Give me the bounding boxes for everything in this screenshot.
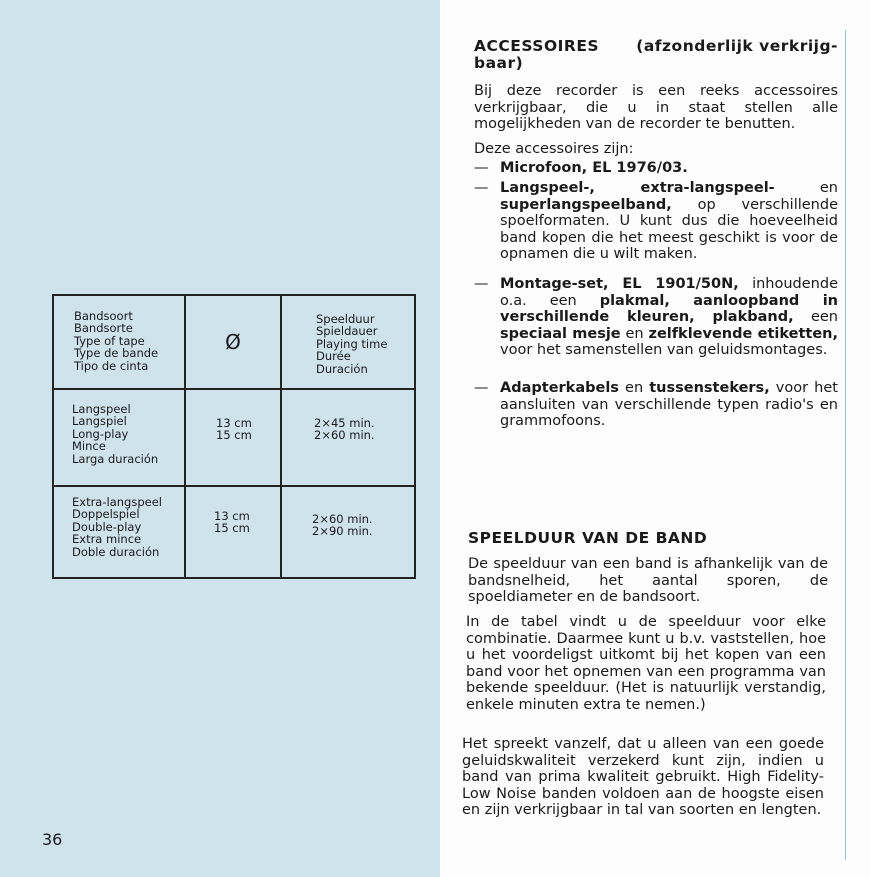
tape-table bbox=[52, 294, 416, 579]
accessories-heading: ACCESSOIRES (afzonderlijk verkrijg- baar) bbox=[474, 37, 838, 72]
table-row-diameter: 13 cm 15 cm bbox=[216, 416, 252, 443]
playing-time-heading: SPEELDUUR VAN DE BAND bbox=[468, 529, 708, 547]
accessories-list-intro: Deze accessoires zijn: bbox=[474, 141, 634, 157]
page-number: 36 bbox=[42, 830, 63, 849]
table-row-duration: 2×45 min. 2×60 min. bbox=[314, 416, 375, 443]
header-diameter: Ø bbox=[225, 330, 241, 354]
table-row-diameter: 13 cm 15 cm bbox=[214, 509, 250, 536]
dash: — bbox=[474, 180, 489, 196]
list-item: — Adapterkabels en tussenstekers, voor het aansluiten van verschillende typen radio's en grammofoons. bbox=[474, 380, 838, 430]
table-row-type: Langspeel Langspiel Long-play Mince Larga duración bbox=[72, 402, 159, 466]
dash: — bbox=[474, 160, 489, 176]
playing-time-p1: De speelduur van een band is afhankelijk van de bandsnelheid, het aantal sporen, de spoeldiameter en de bandsoort. bbox=[468, 556, 828, 606]
header-tape-type: Bandsoort Bandsorte Type of tape Type de bande Tipo de cinta bbox=[74, 309, 159, 373]
playing-time-p2: In de tabel vindt u de speelduur voor elke combinatie. Daarmee kunt u b.v. vaststellen, hoe u het voordeligst uitkomt bij het kopen van een band voor het opnemen van een programma van bekende speelduur. (Het is natuurlijk verstandig, enkele minuten extra te nemen.) bbox=[466, 614, 826, 713]
list-item: — Langspeel-, extra-langspeel- en superlangspeelband, op verschillende spoelformaten. U kunt dus die hoeveelheid band kopen die het meest geschikt is voor de opnamen die u wilt maken. bbox=[474, 180, 838, 263]
header-playing-time: Speelduur Spieldauer Playing time Durée Duración bbox=[316, 312, 388, 376]
dash: — bbox=[474, 276, 489, 292]
page-edge-line bbox=[845, 30, 846, 860]
table-row-duration: 2×60 min. 2×90 min. bbox=[312, 512, 373, 539]
dash: — bbox=[474, 380, 489, 396]
table-divider bbox=[280, 296, 282, 577]
table-row-type: Extra-langspeel Doppelspiel Double-play Extra mince Doble duración bbox=[72, 495, 162, 559]
table-divider bbox=[54, 388, 414, 390]
table-divider bbox=[54, 485, 414, 487]
playing-time-p3: Het spreekt vanzelf, dat u alleen van een goede geluidskwaliteit verzekerd kunt zijn, indien u band van prima kwaliteit gebruikt. High Fidelity-Low Noise banden voldoen aan de hoogste eisen en zijn verkrijgbaar in tal van soorten en lengten. bbox=[462, 736, 824, 819]
accessories-intro: Bij deze recorder is een reeks accessoires verkrijgbaar, die u in staat stellen alle mogelijkheden van de recorder te benutten. bbox=[474, 83, 838, 133]
list-item: — Microfoon, EL 1976/03. bbox=[474, 160, 688, 176]
list-item: — Montage-set, EL 1901/50N, inhoudende o.a. een plakmal, aanloopband in verschillende kleuren, plakband, een speciaal mesje en zelfklevende etiketten, voor het samenstellen van geluidsmontages. bbox=[474, 276, 838, 359]
